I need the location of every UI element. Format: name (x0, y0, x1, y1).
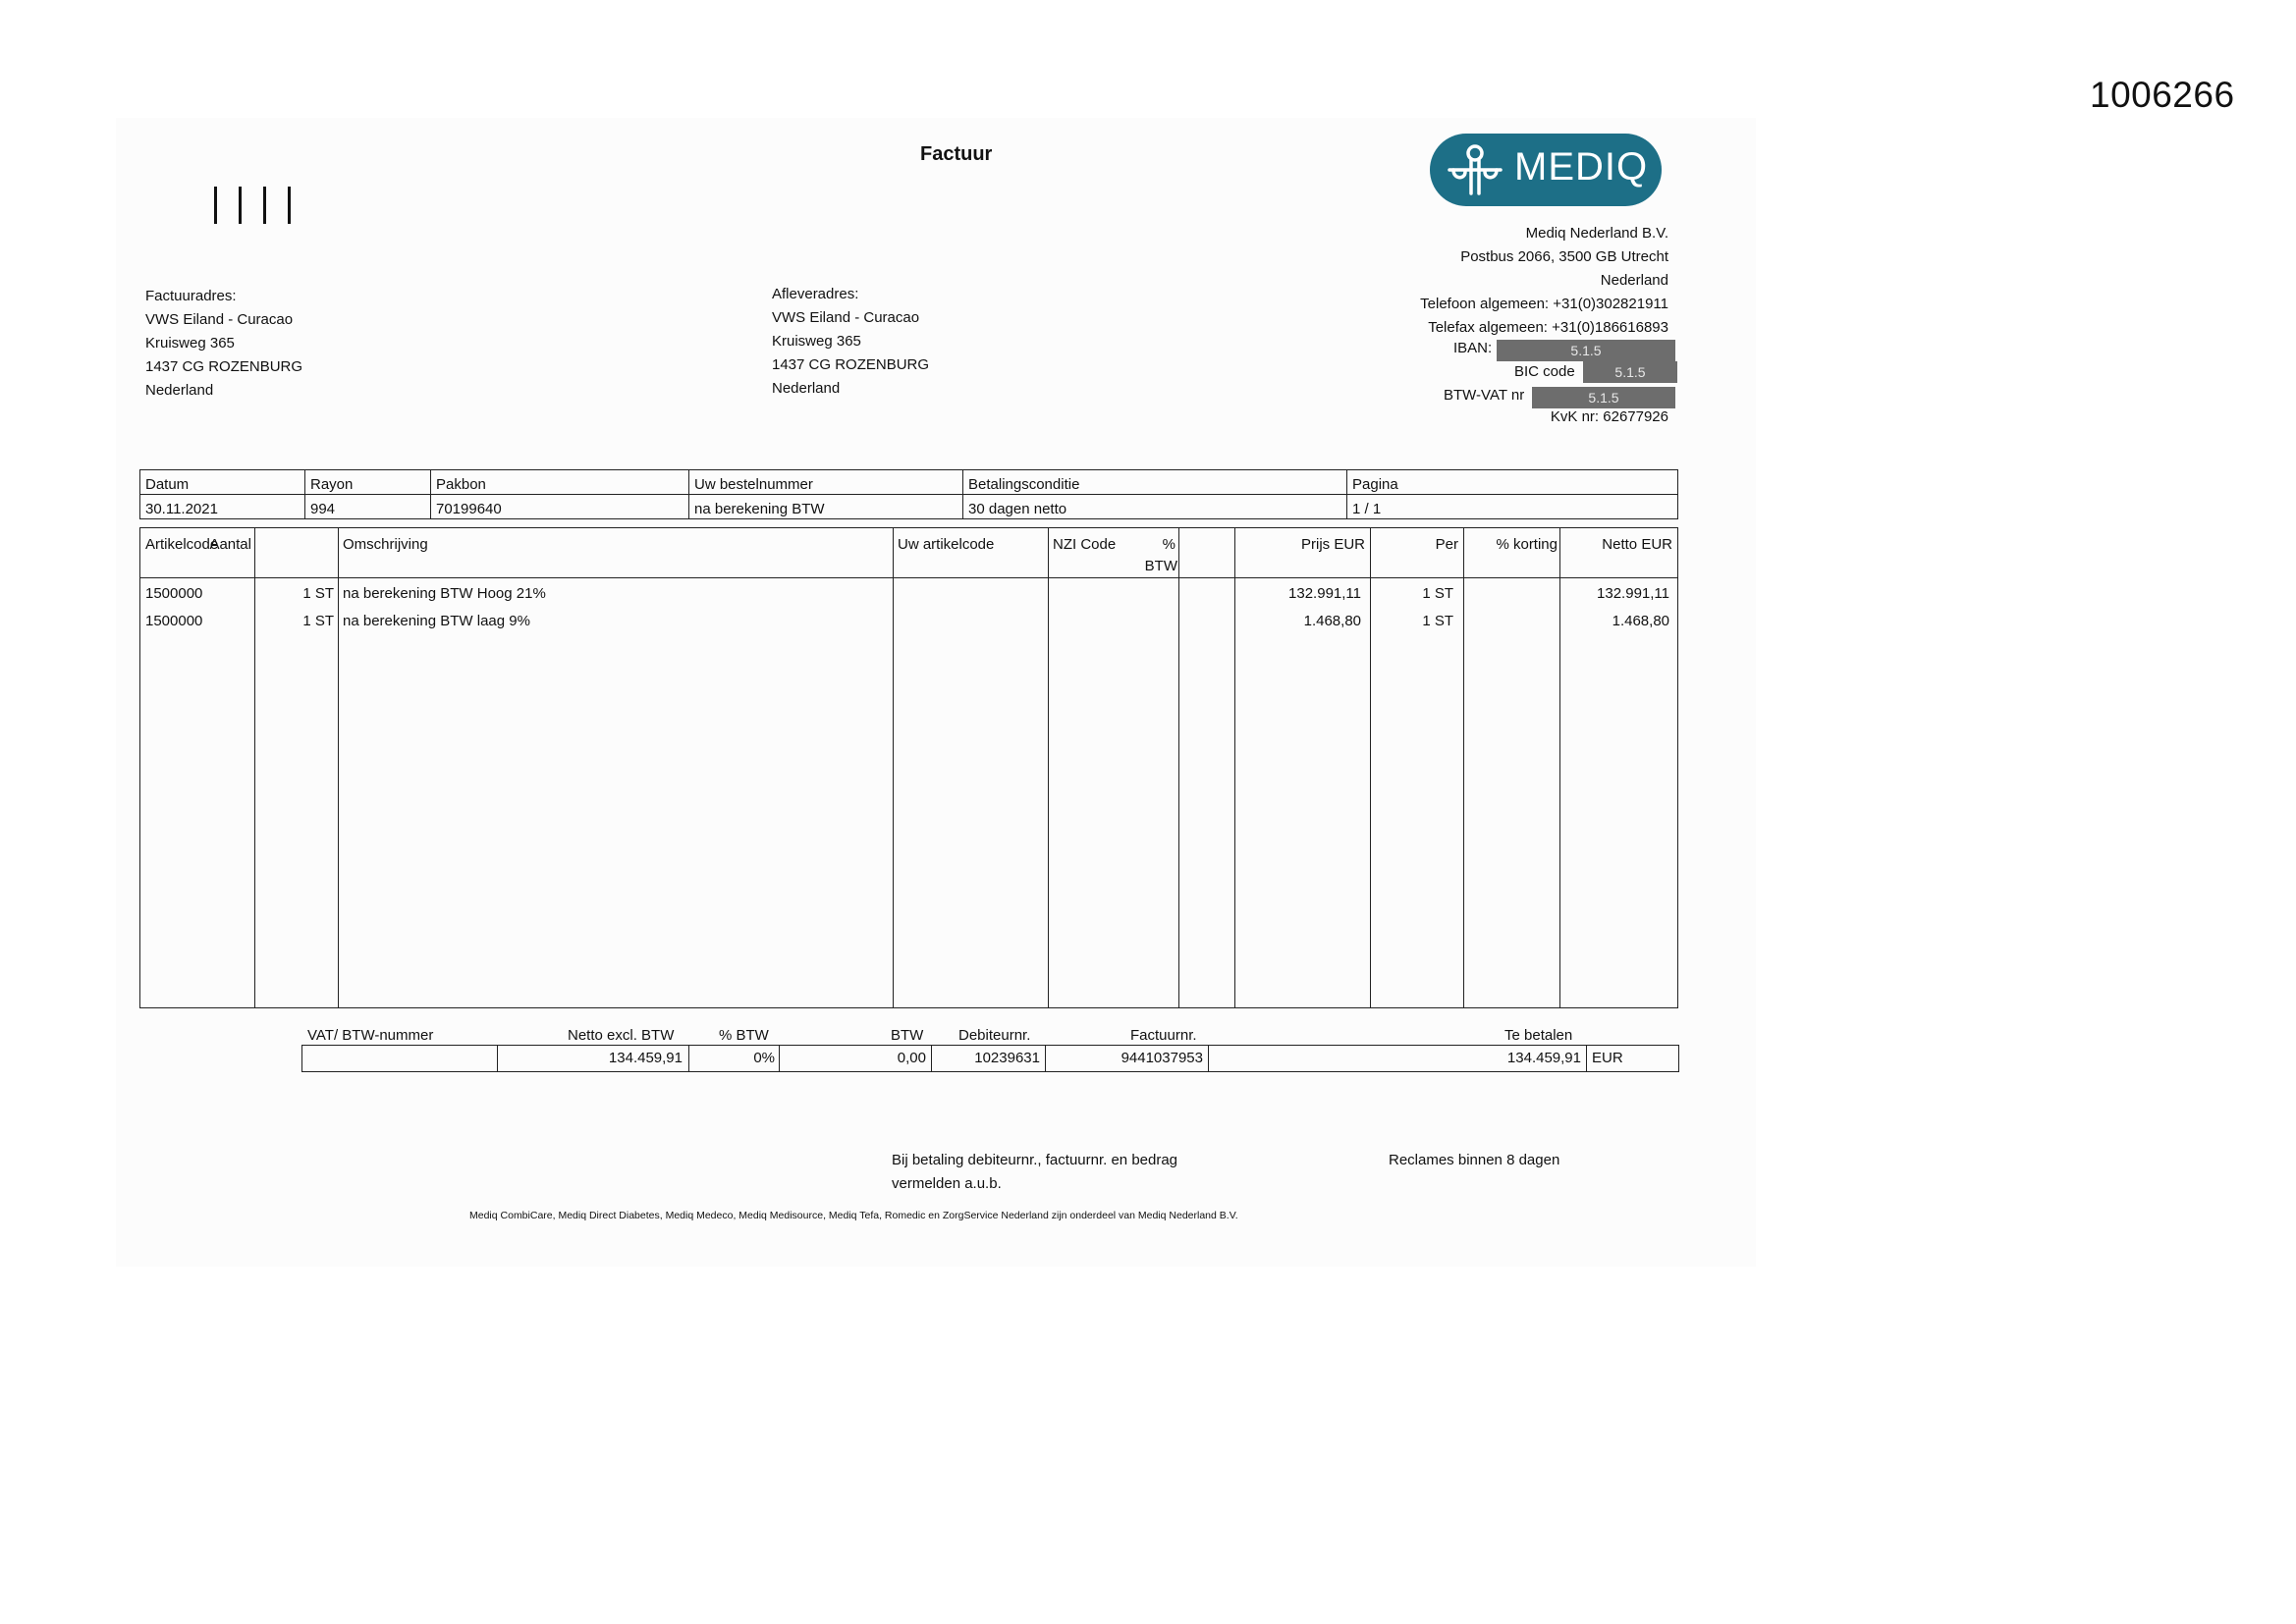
iban-redaction: 5.1.5 (1497, 340, 1675, 361)
col-prijs: Prijs EUR (1300, 536, 1365, 553)
column-divider (1048, 528, 1049, 1007)
row-per: 1 ST (1422, 585, 1453, 602)
invoice-address-line: 1437 CG ROZENBURG (145, 358, 303, 375)
col-btw-pct: % (1162, 536, 1175, 553)
mediq-logo (1430, 134, 1662, 206)
value-netto: 134.459,91 (608, 1050, 683, 1066)
label-btw: BTW (891, 1027, 924, 1044)
delivery-address-line: Nederland (772, 380, 841, 397)
row-prijs: 1.468,80 (1303, 613, 1361, 629)
value-btw-pct: 0% (753, 1050, 775, 1066)
column-divider (779, 1046, 780, 1071)
value-debiteur: 10239631 (974, 1050, 1040, 1066)
column-divider (254, 528, 255, 1007)
value-bestelnummer: na berekening BTW (689, 495, 963, 519)
col-per: Per (1435, 536, 1458, 553)
col-korting: % korting (1496, 536, 1558, 553)
company-name: Mediq Nederland B.V. (1525, 225, 1668, 242)
invoice-header-table (139, 469, 1678, 519)
header-rayon: Rayon (305, 470, 431, 495)
column-divider (1559, 528, 1560, 1007)
row-prijs: 132.991,11 (1288, 585, 1361, 602)
col-aantal: Aantal (209, 536, 251, 553)
delivery-address-line: VWS Eiland - Curacao (772, 309, 920, 326)
header-divider (140, 577, 1677, 578)
row-artikelcode: 1500000 (145, 585, 203, 602)
bic-label: BIC code (1514, 363, 1575, 380)
company-country: Nederland (1600, 272, 1668, 289)
delivery-address (772, 283, 929, 401)
bic-redaction: 5.1.5 (1583, 361, 1677, 383)
delivery-address-line: 1437 CG ROZENBURG (772, 356, 930, 373)
column-divider (1178, 528, 1179, 1007)
column-divider (1208, 1046, 1209, 1071)
header-pagina: Pagina (1347, 470, 1678, 495)
company-phone: Telefoon algemeen: +31(0)302821911 (1420, 296, 1668, 312)
value-datum: 30.11.2021 (140, 495, 305, 519)
row-omschrijving: na berekening BTW laag 9% (343, 613, 530, 629)
row-omschrijving: na berekening BTW Hoog 21% (343, 585, 546, 602)
line-items-table (139, 527, 1678, 1008)
column-divider (1045, 1046, 1046, 1071)
col-uw-artikelcode: Uw artikelcode (898, 536, 995, 553)
invoice-address-label: Factuuradres: (145, 288, 237, 304)
company-postbus: Postbus 2066, 3500 GB Utrecht (1460, 248, 1668, 265)
payment-note-line: vermelden a.u.b. (892, 1175, 1002, 1192)
invoice-address-line: Kruisweg 365 (145, 335, 235, 352)
column-divider (1586, 1046, 1587, 1071)
value-rayon: 994 (305, 495, 431, 519)
label-debiteur: Debiteurnr. (958, 1027, 1031, 1044)
column-divider (931, 1046, 932, 1071)
iban-label: IBAN: (1453, 340, 1493, 356)
label-factuur: Factuurnr. (1130, 1027, 1197, 1044)
row-per: 1 ST (1422, 613, 1453, 629)
header-betalingsconditie: Betalingsconditie (963, 470, 1347, 495)
label-te-betalen: Te betalen (1504, 1027, 1573, 1044)
invoice-address-line: Nederland (145, 382, 214, 399)
column-divider (1463, 528, 1464, 1007)
company-info (1420, 222, 1668, 340)
column-divider (893, 528, 894, 1007)
column-divider (497, 1046, 498, 1071)
column-divider (688, 1046, 689, 1071)
col-netto: Netto EUR (1602, 536, 1672, 553)
page-title: Factuur (920, 143, 993, 165)
value-te-betalen: 134.459,91 (1506, 1050, 1581, 1066)
payment-note (892, 1149, 1177, 1196)
mediq-symbol-icon (1444, 140, 1506, 199)
company-fax: Telefax algemeen: +31(0)186616893 (1428, 319, 1668, 336)
value-currency: EUR (1592, 1050, 1623, 1066)
document-number: 1006266 (2090, 75, 2235, 115)
label-btw-pct: % BTW (719, 1027, 769, 1044)
barcode-marks (214, 187, 302, 226)
logo-text: MEDIQ (1514, 145, 1649, 189)
header-pakbon: Pakbon (431, 470, 689, 495)
invoice-address (145, 285, 302, 403)
row-netto: 1.468,80 (1612, 613, 1669, 629)
row-aantal: 1 ST (302, 613, 334, 629)
label-vat: VAT/ BTW-nummer (307, 1027, 434, 1044)
claims-note: Reclames binnen 8 dagen (1389, 1152, 1560, 1168)
value-betalingsconditie: 30 dagen netto (963, 495, 1347, 519)
col-btw-pct-label: BTW (1144, 558, 1177, 574)
vat-redaction: 5.1.5 (1532, 387, 1675, 408)
payment-note-line: Bij betaling debiteurnr., factuurnr. en bedrag (892, 1152, 1178, 1168)
small-print: Mediq CombiCare, Mediq Direct Diabetes, Mediq Medeco, Mediq Medisource, Mediq Tefa, Romedic en ZorgService Nederland zijn onderdeel van Mediq Nederland B.V. (469, 1210, 1238, 1221)
column-divider (1234, 528, 1235, 1007)
totals-table (301, 1045, 1679, 1072)
column-divider (338, 528, 339, 1007)
value-pakbon: 70199640 (431, 495, 689, 519)
invoice-address-line: VWS Eiland - Curacao (145, 311, 294, 328)
value-pagina: 1 / 1 (1347, 495, 1678, 519)
kvk-number: KvK nr: 62677926 (1550, 408, 1668, 425)
value-factuur: 9441037953 (1121, 1050, 1203, 1066)
delivery-address-label: Afleveradres: (772, 286, 859, 302)
value-btw: 0,00 (897, 1050, 926, 1066)
row-artikelcode: 1500000 (145, 613, 203, 629)
column-divider (1370, 528, 1371, 1007)
col-nzi-code: NZI Code (1053, 536, 1117, 553)
row-netto: 132.991,11 (1597, 585, 1669, 602)
col-artikelcode: Artikelcode (145, 536, 219, 553)
header-bestelnummer: Uw bestelnummer (689, 470, 963, 495)
row-aantal: 1 ST (302, 585, 334, 602)
header-datum: Datum (140, 470, 305, 495)
vat-label: BTW-VAT nr (1444, 387, 1525, 404)
label-netto: Netto excl. BTW (568, 1027, 675, 1044)
col-omschrijving: Omschrijving (343, 536, 428, 553)
delivery-address-line: Kruisweg 365 (772, 333, 861, 350)
